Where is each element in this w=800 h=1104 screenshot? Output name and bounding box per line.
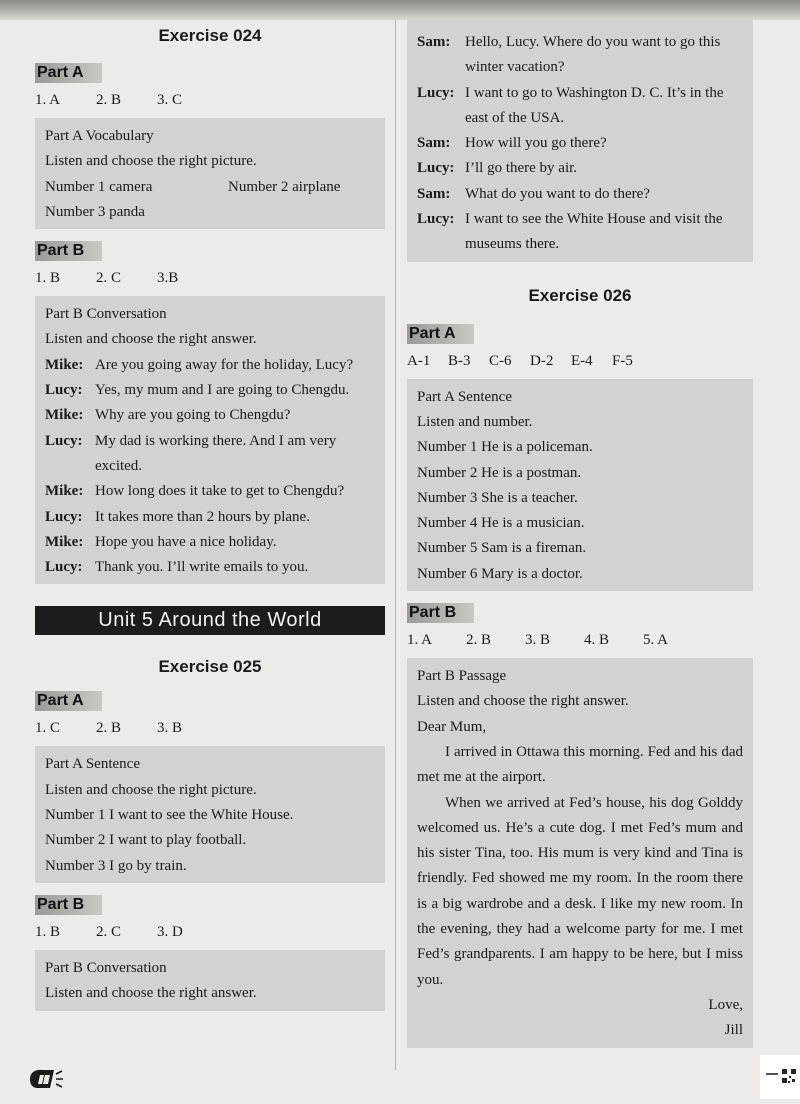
answer: 3.B (157, 270, 179, 287)
box-heading: Part B Conversation (45, 959, 167, 976)
box-heading: Part B Conversation (45, 306, 167, 323)
dialogue-line (45, 530, 375, 555)
part-label: Part B (35, 895, 102, 915)
dialogue-line (417, 131, 743, 156)
part-label: Part A (407, 324, 474, 344)
answer-line (407, 632, 753, 649)
instruction: Listen and choose the right answer. (45, 985, 257, 1002)
dialogue-line (417, 81, 743, 132)
answer: 1. A (35, 92, 61, 108)
answer-line (35, 924, 385, 941)
speaker: Lucy: (45, 508, 83, 525)
utterance: How will you go there? (465, 135, 607, 152)
answer: 4. B (584, 632, 610, 649)
answer: 1. A (407, 632, 433, 649)
left-column (35, 20, 385, 1011)
answer: 1. B (35, 270, 61, 287)
passage-paragraph: When we arrived at Fed’s house, his dog Golddy welcomed us. He’s a cute dog. I met Fed’s mum and his sister Tina, too. His mum is very kind and Tina is friendly. Fed showed me my room. In the room there is a big wardrobe and a desk. I like my new room. In the evening, they had a welcome party for me. I met Fed’s grandparents. I am happy to be here, but I miss you. (417, 794, 743, 988)
speaker: Lucy: (45, 559, 83, 576)
speaker: Lucy: (417, 84, 455, 101)
speaker: Mike: (45, 356, 84, 373)
utterance: It takes more than 2 hours by plane. (95, 508, 310, 525)
exercise-title: Exercise 026 (528, 285, 632, 305)
qr-code-icon (760, 1055, 800, 1099)
number-line: Number 4 He is a musician. (417, 515, 585, 532)
dialogue-line (45, 505, 375, 530)
dialogue-line (417, 182, 743, 207)
script-box (35, 118, 385, 229)
utterance: I want to see the White House and visit the museums there. (465, 211, 723, 253)
number-line: Number 1 He is a policeman. (417, 439, 593, 456)
box-heading: Part B Passage (417, 668, 507, 685)
answer: B-3 (448, 352, 471, 369)
box-heading: Part A Sentence (417, 388, 512, 405)
dialogue-line (45, 429, 375, 480)
speaker: Lucy: (417, 211, 455, 228)
utterance: Hope you have a nice holiday. (95, 533, 277, 550)
dialogue-line (417, 30, 743, 81)
answer: 3. B (157, 720, 183, 737)
column-divider (395, 20, 396, 1070)
part-label: Part B (35, 241, 102, 261)
speaker: Sam: (417, 135, 451, 152)
answer: 2. B (96, 720, 122, 737)
answer: C-6 (489, 352, 512, 369)
answer: 5. A (643, 632, 669, 649)
dialogue-line (417, 207, 743, 258)
speaker: Sam: (417, 34, 451, 50)
passage-paragraph: I arrived in Ottawa this morning. Fed and his dad met me at the airport. (417, 743, 743, 786)
dialogue-line (417, 156, 743, 181)
speaker: Mike: (45, 483, 84, 500)
dialogue-line (45, 353, 375, 378)
part-label: Part B (407, 603, 474, 623)
utterance: Why are you going to Chengdu? (95, 407, 291, 424)
answer: 2. C (96, 923, 122, 940)
script-box (35, 296, 385, 584)
answer: 1. C (35, 720, 61, 737)
utterance: Hello, Lucy. Where do you want to go this winter vacation? (465, 34, 721, 76)
number-line: Number 2 I want to play football. (45, 832, 247, 849)
dialogue-line (45, 378, 375, 403)
dialogue-line (45, 555, 375, 580)
dialogue-line (45, 479, 375, 504)
speaker: Sam: (417, 185, 451, 202)
instruction: Listen and choose the right answer. (417, 693, 629, 710)
page-badge-icon (28, 1066, 64, 1092)
utterance: I’ll go there by air. (465, 160, 578, 177)
script-box (35, 950, 385, 1011)
letter-signature: Jill (724, 1022, 743, 1039)
utterance: How long does it take to get to Chengdu? (95, 483, 345, 500)
number-line: Number 3 panda (45, 203, 145, 220)
answer: A-1 (407, 352, 431, 369)
answer-line (35, 92, 385, 109)
utterance: Yes, my mum and I are going to Chengdu. (95, 382, 350, 399)
instruction: Listen and choose the right answer. (45, 331, 257, 348)
answer: 3. C (157, 92, 183, 108)
utterance: My dad is working there. And I am very excited. (95, 432, 337, 474)
answer-line (35, 720, 385, 737)
script-box (35, 746, 385, 882)
number-line: Number 3 I go by train. (45, 857, 187, 874)
speaker: Lucy: (417, 160, 455, 177)
speaker: Mike: (45, 533, 84, 550)
dialogue-line (45, 403, 375, 428)
number-line: Number 2 He is a postman. (417, 464, 582, 481)
script-box (407, 379, 753, 591)
part-label: Part A (35, 63, 102, 83)
answer-line (407, 353, 753, 370)
instruction: Listen and choose the right picture. (45, 781, 257, 798)
utterance: Are you going away for the holiday, Lucy? (95, 356, 354, 373)
answer: D-2 (530, 352, 554, 369)
letter-greeting: Dear Mum, (417, 718, 487, 735)
number-line: Number 1 I want to see the White House. (45, 807, 294, 824)
right-column (407, 20, 753, 1048)
answer: 2. B (466, 632, 492, 649)
number-item: Number 1 camera (45, 178, 153, 195)
unit-title-bar: Unit 5 Around the World (35, 606, 385, 635)
answer: F-5 (612, 352, 633, 369)
number-line (45, 175, 375, 200)
page-top-band (0, 0, 800, 20)
box-heading: Part A Vocabulary (45, 128, 154, 144)
number-item: Number 2 airplane (228, 178, 341, 195)
answer: 3. B (525, 632, 551, 649)
passage-box (407, 658, 753, 1047)
letter-closing: Love, (708, 996, 743, 1013)
instruction: Listen and number. (417, 413, 533, 430)
number-line: Number 6 Mary is a doctor. (417, 565, 583, 582)
answer: 2. B (96, 92, 122, 108)
utterance: I want to go to Washington D. C. It’s in the east of the USA. (465, 84, 724, 126)
answer: 1. B (35, 923, 61, 940)
script-box (407, 20, 753, 262)
number-line: Number 3 She is a teacher. (417, 489, 578, 506)
answer-line (35, 270, 385, 287)
answer: 3. D (157, 923, 183, 940)
speaker: Mike: (45, 407, 84, 424)
speaker: Lucy: (45, 382, 83, 399)
speaker: Lucy: (45, 432, 83, 449)
answer: 2. C (96, 270, 122, 287)
number-line: Number 5 Sam is a fireman. (417, 540, 587, 557)
utterance: What do you want to do there? (465, 185, 650, 202)
box-heading: Part A Sentence (45, 756, 140, 773)
exercise-title: Exercise 025 (158, 657, 262, 677)
instruction: Listen and choose the right picture. (45, 153, 257, 170)
part-label: Part A (35, 691, 102, 711)
answer: E-4 (571, 352, 593, 369)
utterance: Thank you. I’ll write emails to you. (95, 559, 309, 576)
exercise-title: Exercise 024 (158, 26, 262, 45)
